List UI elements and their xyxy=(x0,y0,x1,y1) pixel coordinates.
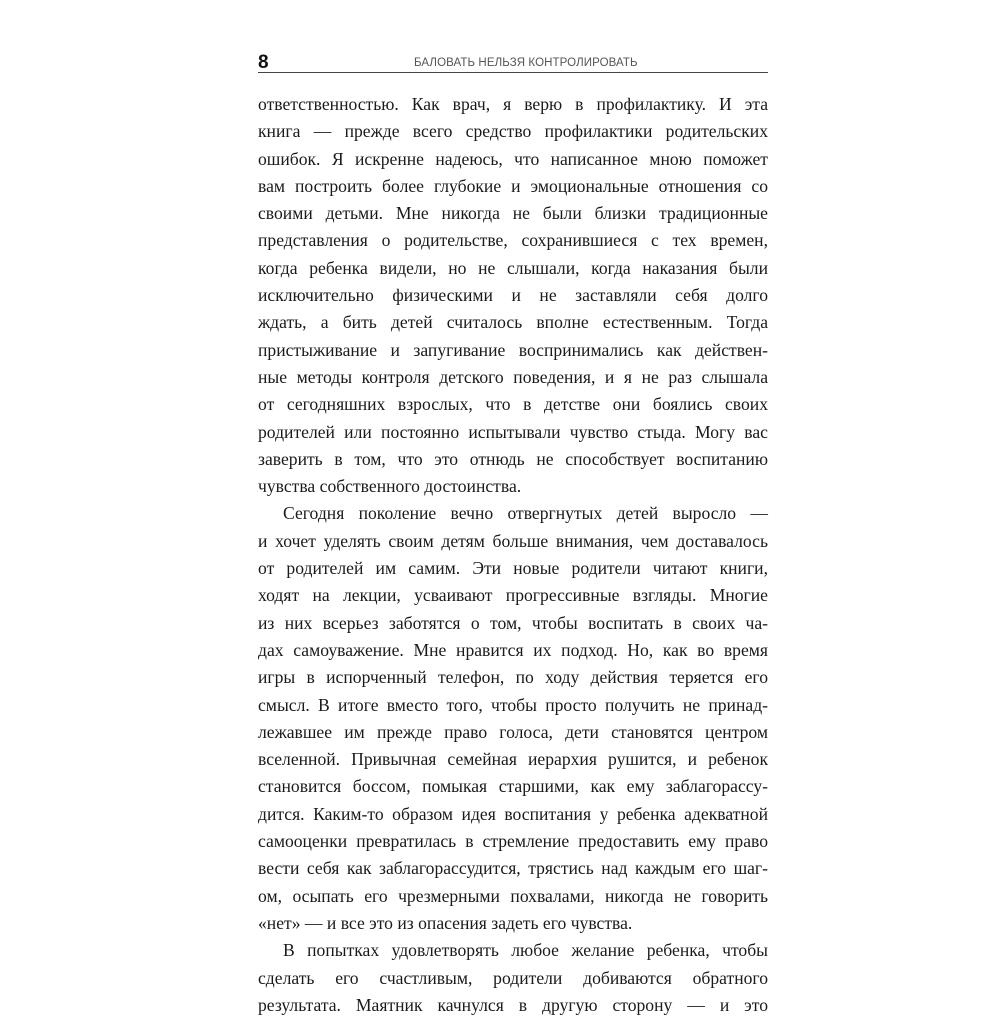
text-line: самооценки превратилась в стремление предоставить ему право xyxy=(258,831,768,852)
text-line: пристыживание и запугивание воспринимались как действен- xyxy=(258,339,768,360)
paragraph-first-line: В попытках удовлетворять любое желание ребенка, чтобы xyxy=(283,940,768,961)
page-number: 8 xyxy=(258,52,269,73)
text-line: дится. Каким-то образом идея воспитания у ребенка адекватной xyxy=(258,803,768,824)
text-line: представления о родительстве, сохранившиеся с тех времен, xyxy=(258,230,768,251)
text-line: ошибок. Я искренне надеюсь, что написанное мною поможет xyxy=(258,148,768,169)
text-line: вести себя как заблагорассудится, трястись над каждым его шаг- xyxy=(258,858,768,879)
text-line: ом, осыпать его чрезмерными похвалами, никогда не говорить xyxy=(258,885,768,906)
text-line: ждать, а бить детей считалось вполне естественным. Тогда xyxy=(258,312,768,333)
paragraph-last-line: чувства собственного достоинства. xyxy=(258,476,522,497)
text-line: дах самоуважение. Мне нравится их подход. Но, как во время xyxy=(258,639,768,660)
text-line: становится боссом, помыкая старшими, как ему заблагорассу- xyxy=(258,776,768,797)
text-line: ные методы контроля детского поведения, и я не раз слышала xyxy=(258,366,768,387)
text-line: и хочет уделять своим детям больше внимания, чем доставалось xyxy=(258,530,768,551)
text-line: книга — прежде всего средство профилактики родительских xyxy=(258,121,768,142)
text-line: родителей или постоянно испытывали чувство стыда. Могу вас xyxy=(258,421,768,442)
text-line: от родителей им самим. Эти новые родители читают книги, xyxy=(258,558,768,579)
running-head xyxy=(258,52,768,73)
text-line: из них всерьез заботятся о том, чтобы воспитать в своих ча- xyxy=(258,612,768,633)
text-line: результата. Маятник качнулся в другую сторону — и это xyxy=(258,994,768,1015)
text-line: вам построить более глубокие и эмоциональные отношения со xyxy=(258,175,768,196)
text-line: ответственностью. Как врач, я верю в профилактику. И эта xyxy=(258,94,768,114)
text-line: когда ребенка видели, но не слышали, когда наказания были xyxy=(258,257,768,278)
running-title: БАЛОВАТЬ НЕЛЬЗЯ КОНТРОЛИРОВАТЬ xyxy=(414,57,638,69)
text-line: игры в испорченный телефон, по ходу действия теряется его xyxy=(258,667,768,688)
text-line: от сегодняшних взрослых, что в детстве они боялись своих xyxy=(258,394,768,415)
text-line: ходят на лекции, усваивают прогрессивные взгляды. Многие xyxy=(258,585,768,606)
text-line: сделать его счастливым, родители добиваются обратного xyxy=(258,967,768,988)
text-line: своими детьми. Мне никогда не были близки традиционные xyxy=(258,203,768,224)
text-line: вселенной. Привычная семейная иерархия рушится, и ребенок xyxy=(258,749,768,770)
paragraph-last-line: «нет» — и все это из опасения задеть его чувства. xyxy=(258,912,633,933)
text-line: заверить в том, что это отнюдь не способствует воспитанию xyxy=(258,448,768,469)
text-line: лежавшее им прежде право голоса, дети становятся центром xyxy=(258,721,768,742)
body-text xyxy=(258,91,768,1019)
paragraph-first-line: Сегодня поколение вечно отвергнутых детей выросло — xyxy=(283,503,768,524)
text-line: исключительно физическими и не заставляли себя долго xyxy=(258,285,768,306)
text-line: смысл. В итоге вместо того, чтобы просто получить не принад- xyxy=(258,694,768,715)
